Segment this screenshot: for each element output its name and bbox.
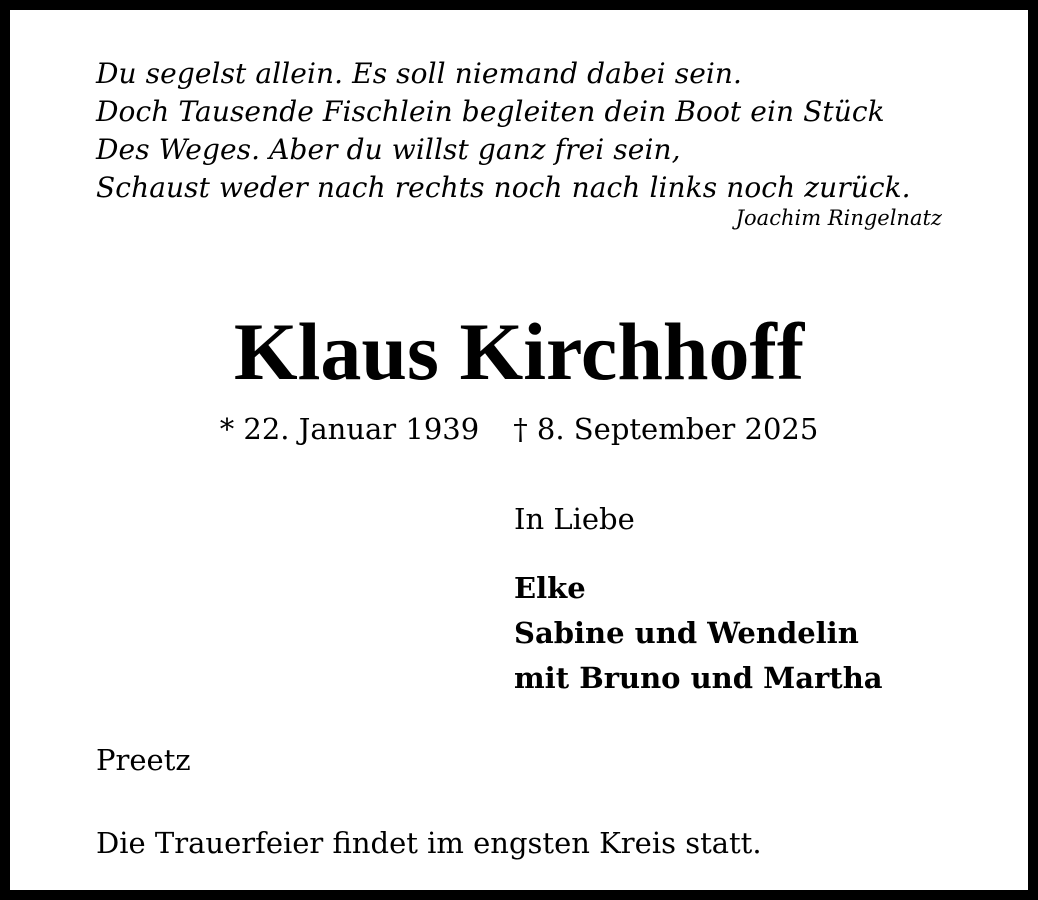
poem-line: Du segelst allein. Es soll niemand dabei sein. bbox=[96, 57, 743, 90]
mourners-list bbox=[514, 566, 883, 701]
poem bbox=[96, 55, 956, 207]
poem-line: Doch Tausende Fischlein begleiten dein Boot ein Stück bbox=[96, 95, 885, 128]
deceased-name: Klaus Kirchhoff bbox=[233, 306, 805, 397]
greeting: In Liebe bbox=[514, 502, 635, 536]
mourner-name: mit Bruno und Martha bbox=[514, 661, 883, 695]
funeral-notice: Die Trauerfeier findet im engsten Kreis statt. bbox=[96, 826, 762, 860]
life-dates bbox=[10, 412, 1028, 446]
mourner-name: Elke bbox=[514, 571, 586, 605]
poem-line: Schaust weder nach rechts noch nach links noch zurück. bbox=[96, 171, 911, 204]
death-date: † 8. September 2025 bbox=[513, 412, 819, 446]
poem-line: Des Weges. Aber du willst ganz frei sein, bbox=[96, 133, 681, 166]
poem-author: Joachim Ringelnatz bbox=[735, 206, 942, 230]
mourner-name: Sabine und Wendelin bbox=[514, 616, 859, 650]
place: Preetz bbox=[96, 743, 191, 777]
birth-date: * 22. Januar 1939 bbox=[219, 412, 480, 446]
